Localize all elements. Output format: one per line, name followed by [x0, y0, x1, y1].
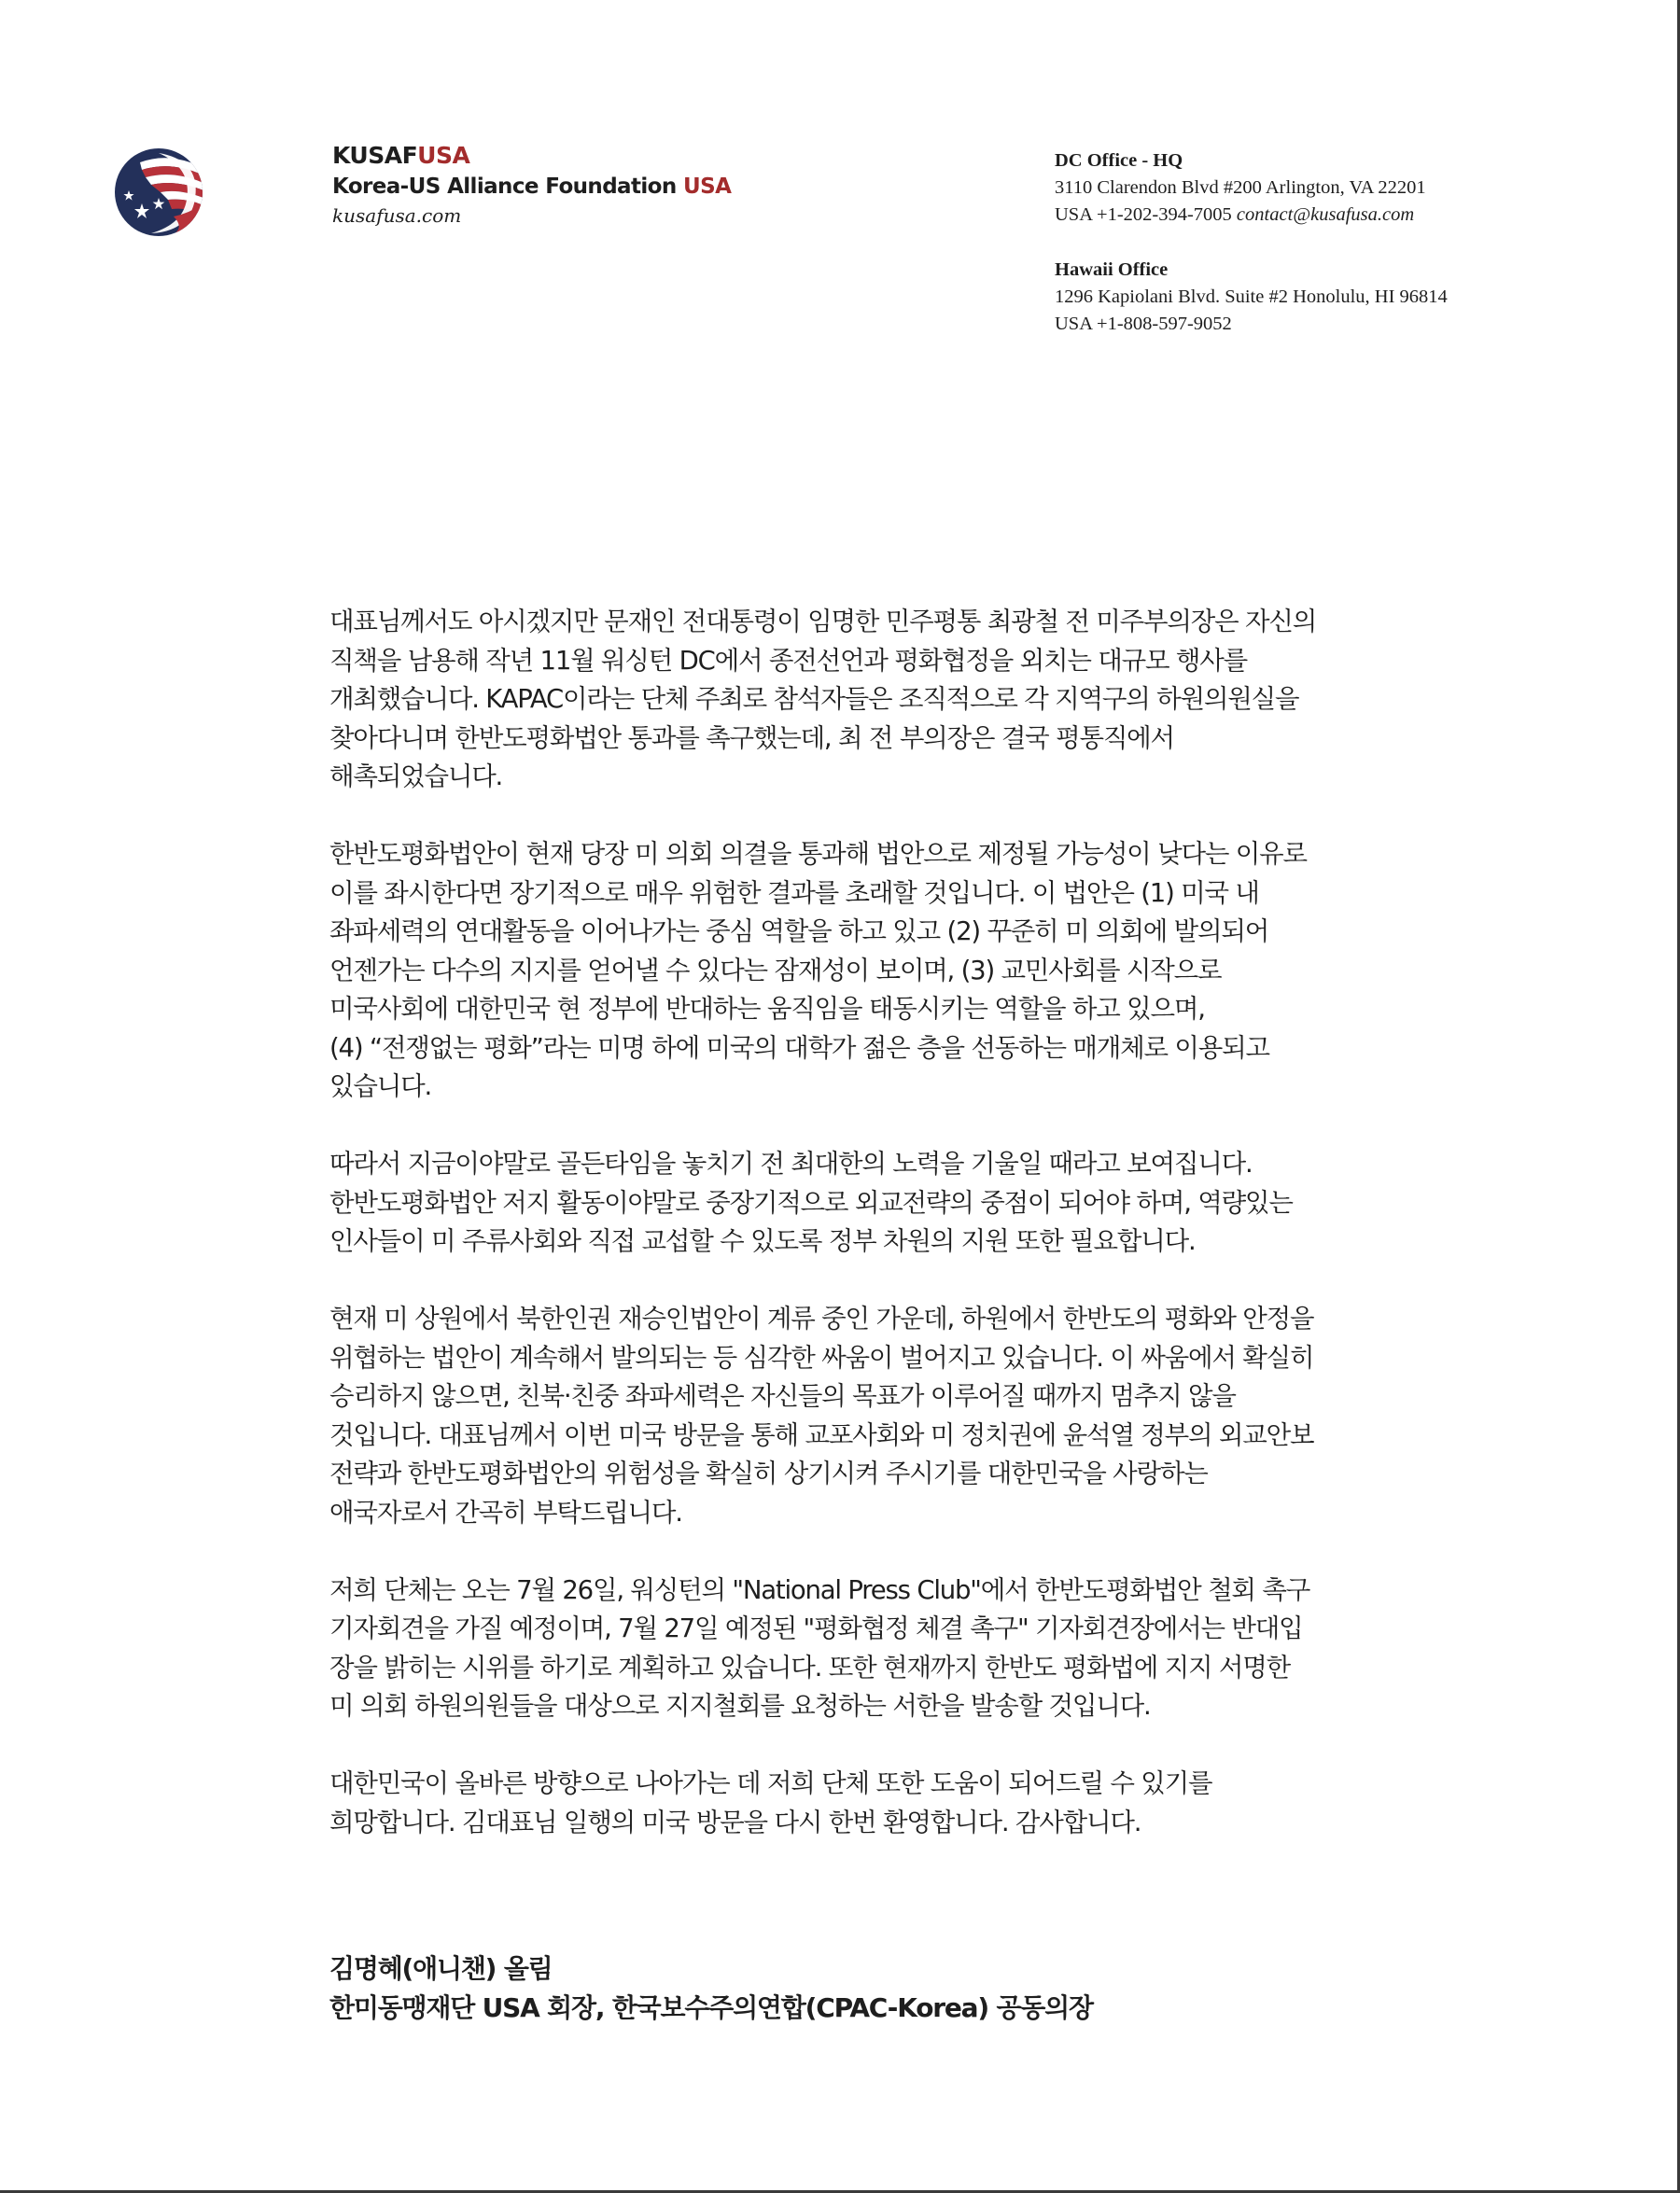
body-paragraph: 대표님께서도 아시겠지만 문재인 전대통령이 임명한 민주평통 최광철 전 미주부의장은 자신의 직책을 남용해 작년 11월 워싱턴 DC에서 종전선언과 평화협정을 외치는 대규모 행사를 개최했습니다. KAPAC이라는 단체 주최로 참석자들은 조직적으로 각 지역구의 하원의원실을 찾아다니며 한반도평화법안 통과를 촉구했는데, 최 전 부의장은 결국 평통직에서 해촉되었습니다. — [329, 607, 1317, 791]
organization-full-name — [332, 174, 731, 202]
org-full-suffix: USA — [683, 175, 732, 199]
office-email: contact@kusafusa.com — [1236, 204, 1415, 225]
body-paragraph: 현재 미 상원에서 북한인권 재승인법안이 계류 중인 가운데, 하원에서 한반도의 평화와 안정을 위협하는 법안이 계속해서 발의되는 등 심각한 싸움이 벌어지고 있습니다. 이 싸움에서 확실히 승리하지 않으면, 친북·친중 좌파세력은 자신들의 목표가 이루어질 때까지 멈추지 않을 것입니다. 대표님께서 이번 미국 방문을 통해 교포사회와 미 정치권에 윤석열 정부의 외교안보 전략과 한반도평화법안의 위험성을 확실히 상기시켜 주시기를 대한민국을 사랑하는 애국자로서 간곡히 부탁드립니다. — [329, 1304, 1314, 1528]
office-title: Hawaii Office — [1055, 259, 1169, 280]
org-full-prefix: Korea-US Alliance Foundation — [332, 175, 684, 199]
office-addresses — [1055, 147, 1448, 366]
office-title: DC Office - HQ — [1055, 150, 1183, 171]
body-paragraph: 따라서 지금이야말로 골든타임을 놓치기 전 최대한의 노력을 기울일 때라고 보여집니다. 한반도평화법안 저지 활동이야말로 중장기적으로 외교전략의 중점이 되어야 하며, 역량있는 인사들이 미 주류사회와 직접 교섭할 수 있도록 정부 차원의 지원 또한 필요합니다. — [329, 1149, 1293, 1256]
office-hawaii — [1055, 257, 1448, 338]
body-paragraph: 저희 단체는 오는 7월 26일, 워싱턴의 "National Press Club"에서 한반도평화법안 철회 촉구 기자회견을 가질 예정이며, 7월 27일 예정된 "평화협정 체결 촉구" 기자회견장에서는 반대입 장을 밝히는 시위를 하기로 계획하고 있습니다. 또한 현재까지 한반도 평화법에 지지 서명한 미 의회 하원의원들을 대상으로 지지철회를 요청하는 서한을 발송할 것입니다. — [329, 1574, 1310, 1721]
letterhead-organization — [332, 142, 731, 228]
office-address: 1296 Kapiolani Blvd. Suite #2 Honolulu, HI 96814 — [1055, 286, 1448, 307]
signature-title: 한미동맹재단 USA 회장, 한국보수주의연합(CPAC-Korea) 공동의장 — [329, 1992, 1093, 2023]
organization-website: kusafusa.com — [332, 203, 462, 227]
organization-short-name — [332, 142, 731, 170]
office-contact-line — [1055, 202, 1448, 229]
body-paragraph: 한반도평화법안이 현재 당장 미 의회 의결을 통과해 법안으로 제정될 가능성이 낮다는 이유로 이를 좌시한다면 장기적으로 매우 위험한 결과를 초래할 것입니다. 이 법안은 (1) 미국 내 좌파세력의 연대활동을 이어나가는 중심 역할을 하고 있고 (2) 꾸준히 미 의회에 발의되어 언젠가는 다수의 지지를 얻어낼 수 있다는 잠재성이 보이며, (3) 교민사회를 시작으로 미국사회에 대한민국 현 정부에 반대하는 움직임을 태동시키는 역할을 하고 있으며, (4) “전쟁없는 평화”라는 미명 하에 미국의 대학가 젊은 층을 선동하는 매개체로 이용되고 있습니다. — [329, 839, 1307, 1101]
office-phone: USA +1-202-394-7005 — [1055, 204, 1232, 225]
signature-name: 김명혜(애니챈) 올림 — [329, 1953, 553, 1984]
body-paragraph: 대한민국이 올바른 방향으로 나아가는 데 저희 단체 또한 도움이 되어드릴 수 있기를 희망합니다. 김대표님 일행의 미국 방문을 다시 한번 환영합니다. 감사합니다. — [329, 1768, 1212, 1837]
office-phone: USA +1-808-597-9052 — [1055, 314, 1232, 334]
letter-body — [329, 603, 1459, 1881]
org-short-suffix: USA — [417, 142, 470, 169]
office-address: 3110 Clarendon Blvd #200 Arlington, VA 22201 — [1055, 177, 1426, 198]
signature-block — [329, 1949, 1093, 2028]
office-dc — [1055, 147, 1448, 229]
org-short-prefix: KUSAF — [332, 142, 418, 169]
kusaf-flag-emblem-icon — [114, 147, 207, 237]
